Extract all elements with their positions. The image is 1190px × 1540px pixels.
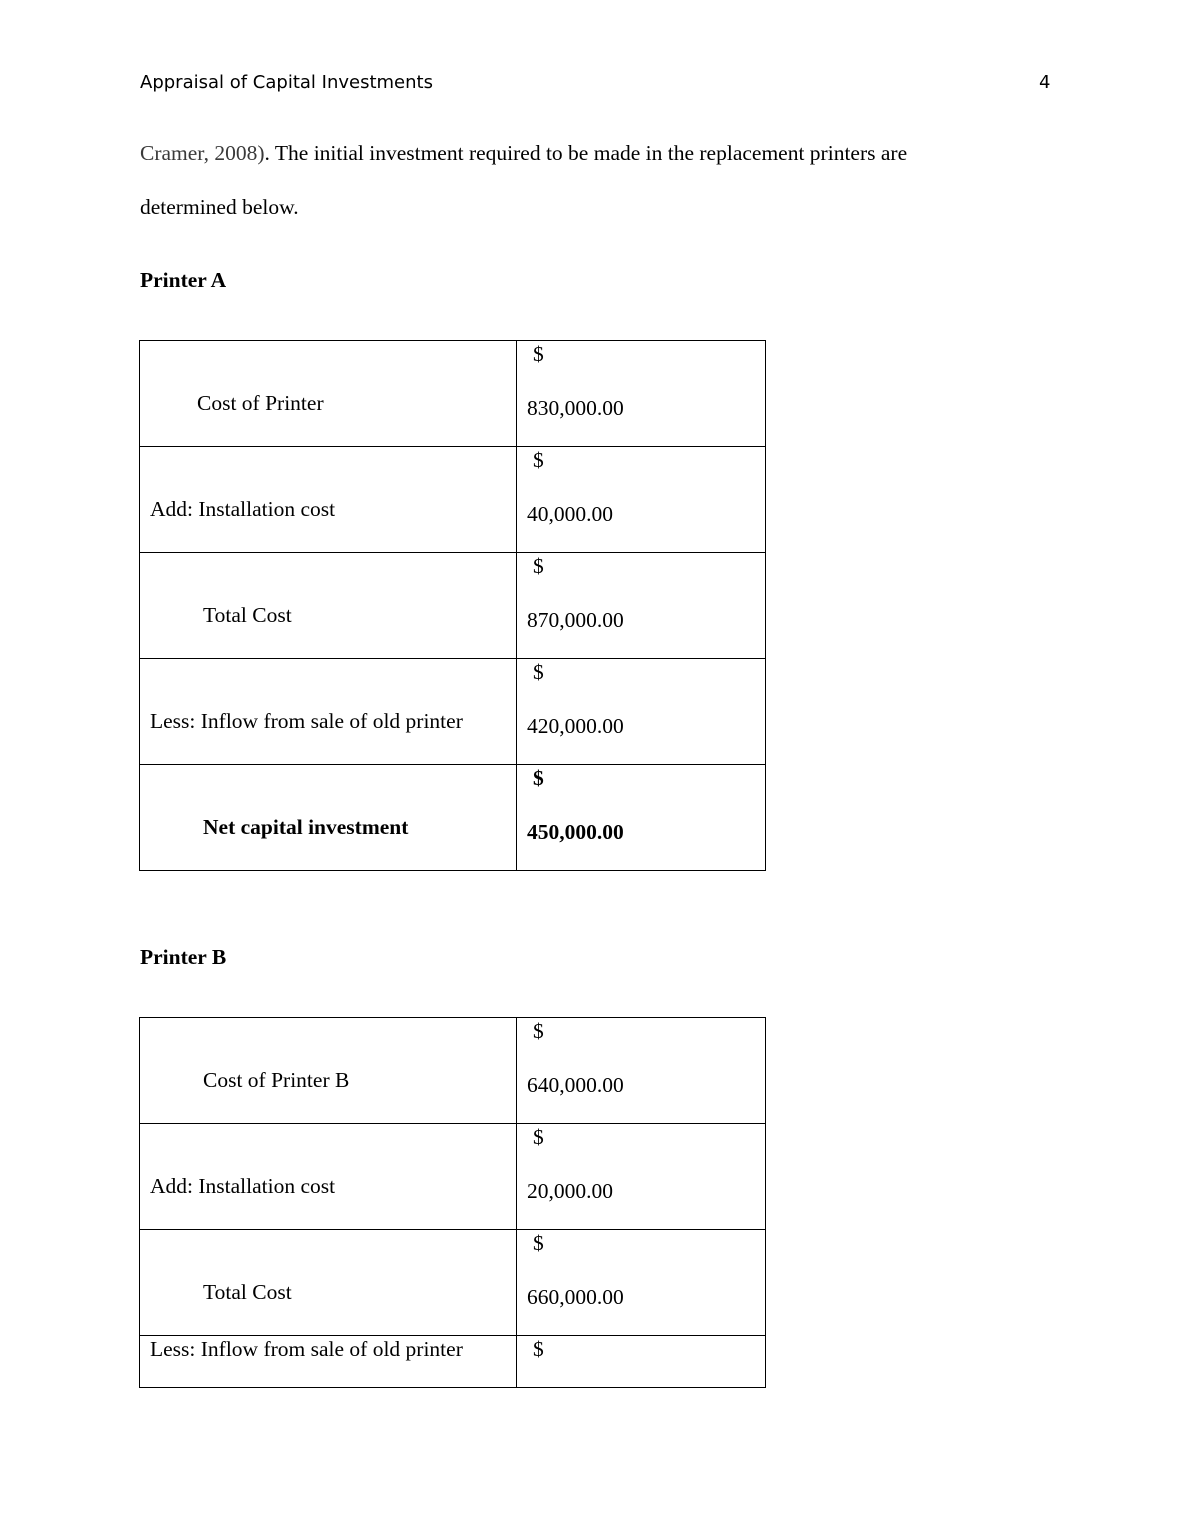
amount-value: 20,000.00 [527, 1179, 613, 1203]
value-cell [517, 1124, 766, 1230]
table-row [140, 341, 766, 447]
amount-value: 40,000.00 [527, 502, 613, 526]
currency-symbol: $ [533, 342, 544, 366]
value-cell [517, 553, 766, 659]
table-row [140, 1336, 766, 1388]
page-number: 4 [1039, 72, 1051, 93]
table-row-total [140, 765, 766, 871]
label-cell [140, 1018, 517, 1124]
printer-a-table [139, 340, 766, 871]
row-label: Net capital investment [203, 815, 409, 839]
value-cell [517, 765, 766, 871]
amount-value: 660,000.00 [527, 1285, 624, 1309]
label-cell [140, 447, 517, 553]
currency-symbol: $ [533, 766, 544, 790]
row-label: Total Cost [203, 1280, 292, 1304]
label-cell [140, 1336, 517, 1388]
intro-text: . The initial investment required to be made in the replacement printers are [264, 141, 908, 165]
value-cell [517, 1336, 766, 1388]
amount-value: 450,000.00 [527, 820, 624, 844]
intro-line-2: determined below. [140, 195, 299, 219]
table-row [140, 553, 766, 659]
value-cell [517, 1230, 766, 1336]
printer-a-heading: Printer A [140, 268, 227, 292]
table-row [140, 1124, 766, 1230]
currency-symbol: $ [533, 1231, 544, 1255]
currency-symbol: $ [533, 448, 544, 472]
row-label: Cost of Printer B [203, 1068, 350, 1092]
amount-value: 640,000.00 [527, 1073, 624, 1097]
running-head: Appraisal of Capital Investments [140, 72, 433, 93]
printer-b-heading: Printer B [140, 945, 227, 969]
table-row [140, 447, 766, 553]
amount-value: 420,000.00 [527, 714, 624, 738]
table-row [140, 1018, 766, 1124]
label-cell [140, 553, 517, 659]
currency-symbol: $ [533, 1125, 544, 1149]
value-cell [517, 1018, 766, 1124]
table-row [140, 1230, 766, 1336]
value-cell [517, 341, 766, 447]
currency-symbol: $ [533, 660, 544, 684]
label-cell [140, 765, 517, 871]
amount-value: 830,000.00 [527, 396, 624, 420]
row-label: Add: Installation cost [150, 1174, 336, 1198]
label-cell [140, 1124, 517, 1230]
row-label: Total Cost [203, 603, 292, 627]
currency-symbol: $ [533, 554, 544, 578]
row-label: Less: Inflow from sale of old printer [150, 709, 463, 733]
row-label: Add: Installation cost [150, 497, 336, 521]
label-cell [140, 1230, 517, 1336]
value-cell [517, 447, 766, 553]
currency-symbol: $ [533, 1019, 544, 1043]
amount-value: 870,000.00 [527, 608, 624, 632]
value-cell [517, 659, 766, 765]
row-label: Cost of Printer [197, 391, 324, 415]
row-label: Less: Inflow from sale of old printer [150, 1337, 463, 1361]
table-row [140, 659, 766, 765]
label-cell [140, 341, 517, 447]
citation-text: Cramer, 2008) [140, 141, 265, 165]
label-cell [140, 659, 517, 765]
intro-line-1 [140, 140, 1050, 167]
currency-symbol: $ [533, 1337, 544, 1361]
printer-b-table [139, 1017, 766, 1388]
